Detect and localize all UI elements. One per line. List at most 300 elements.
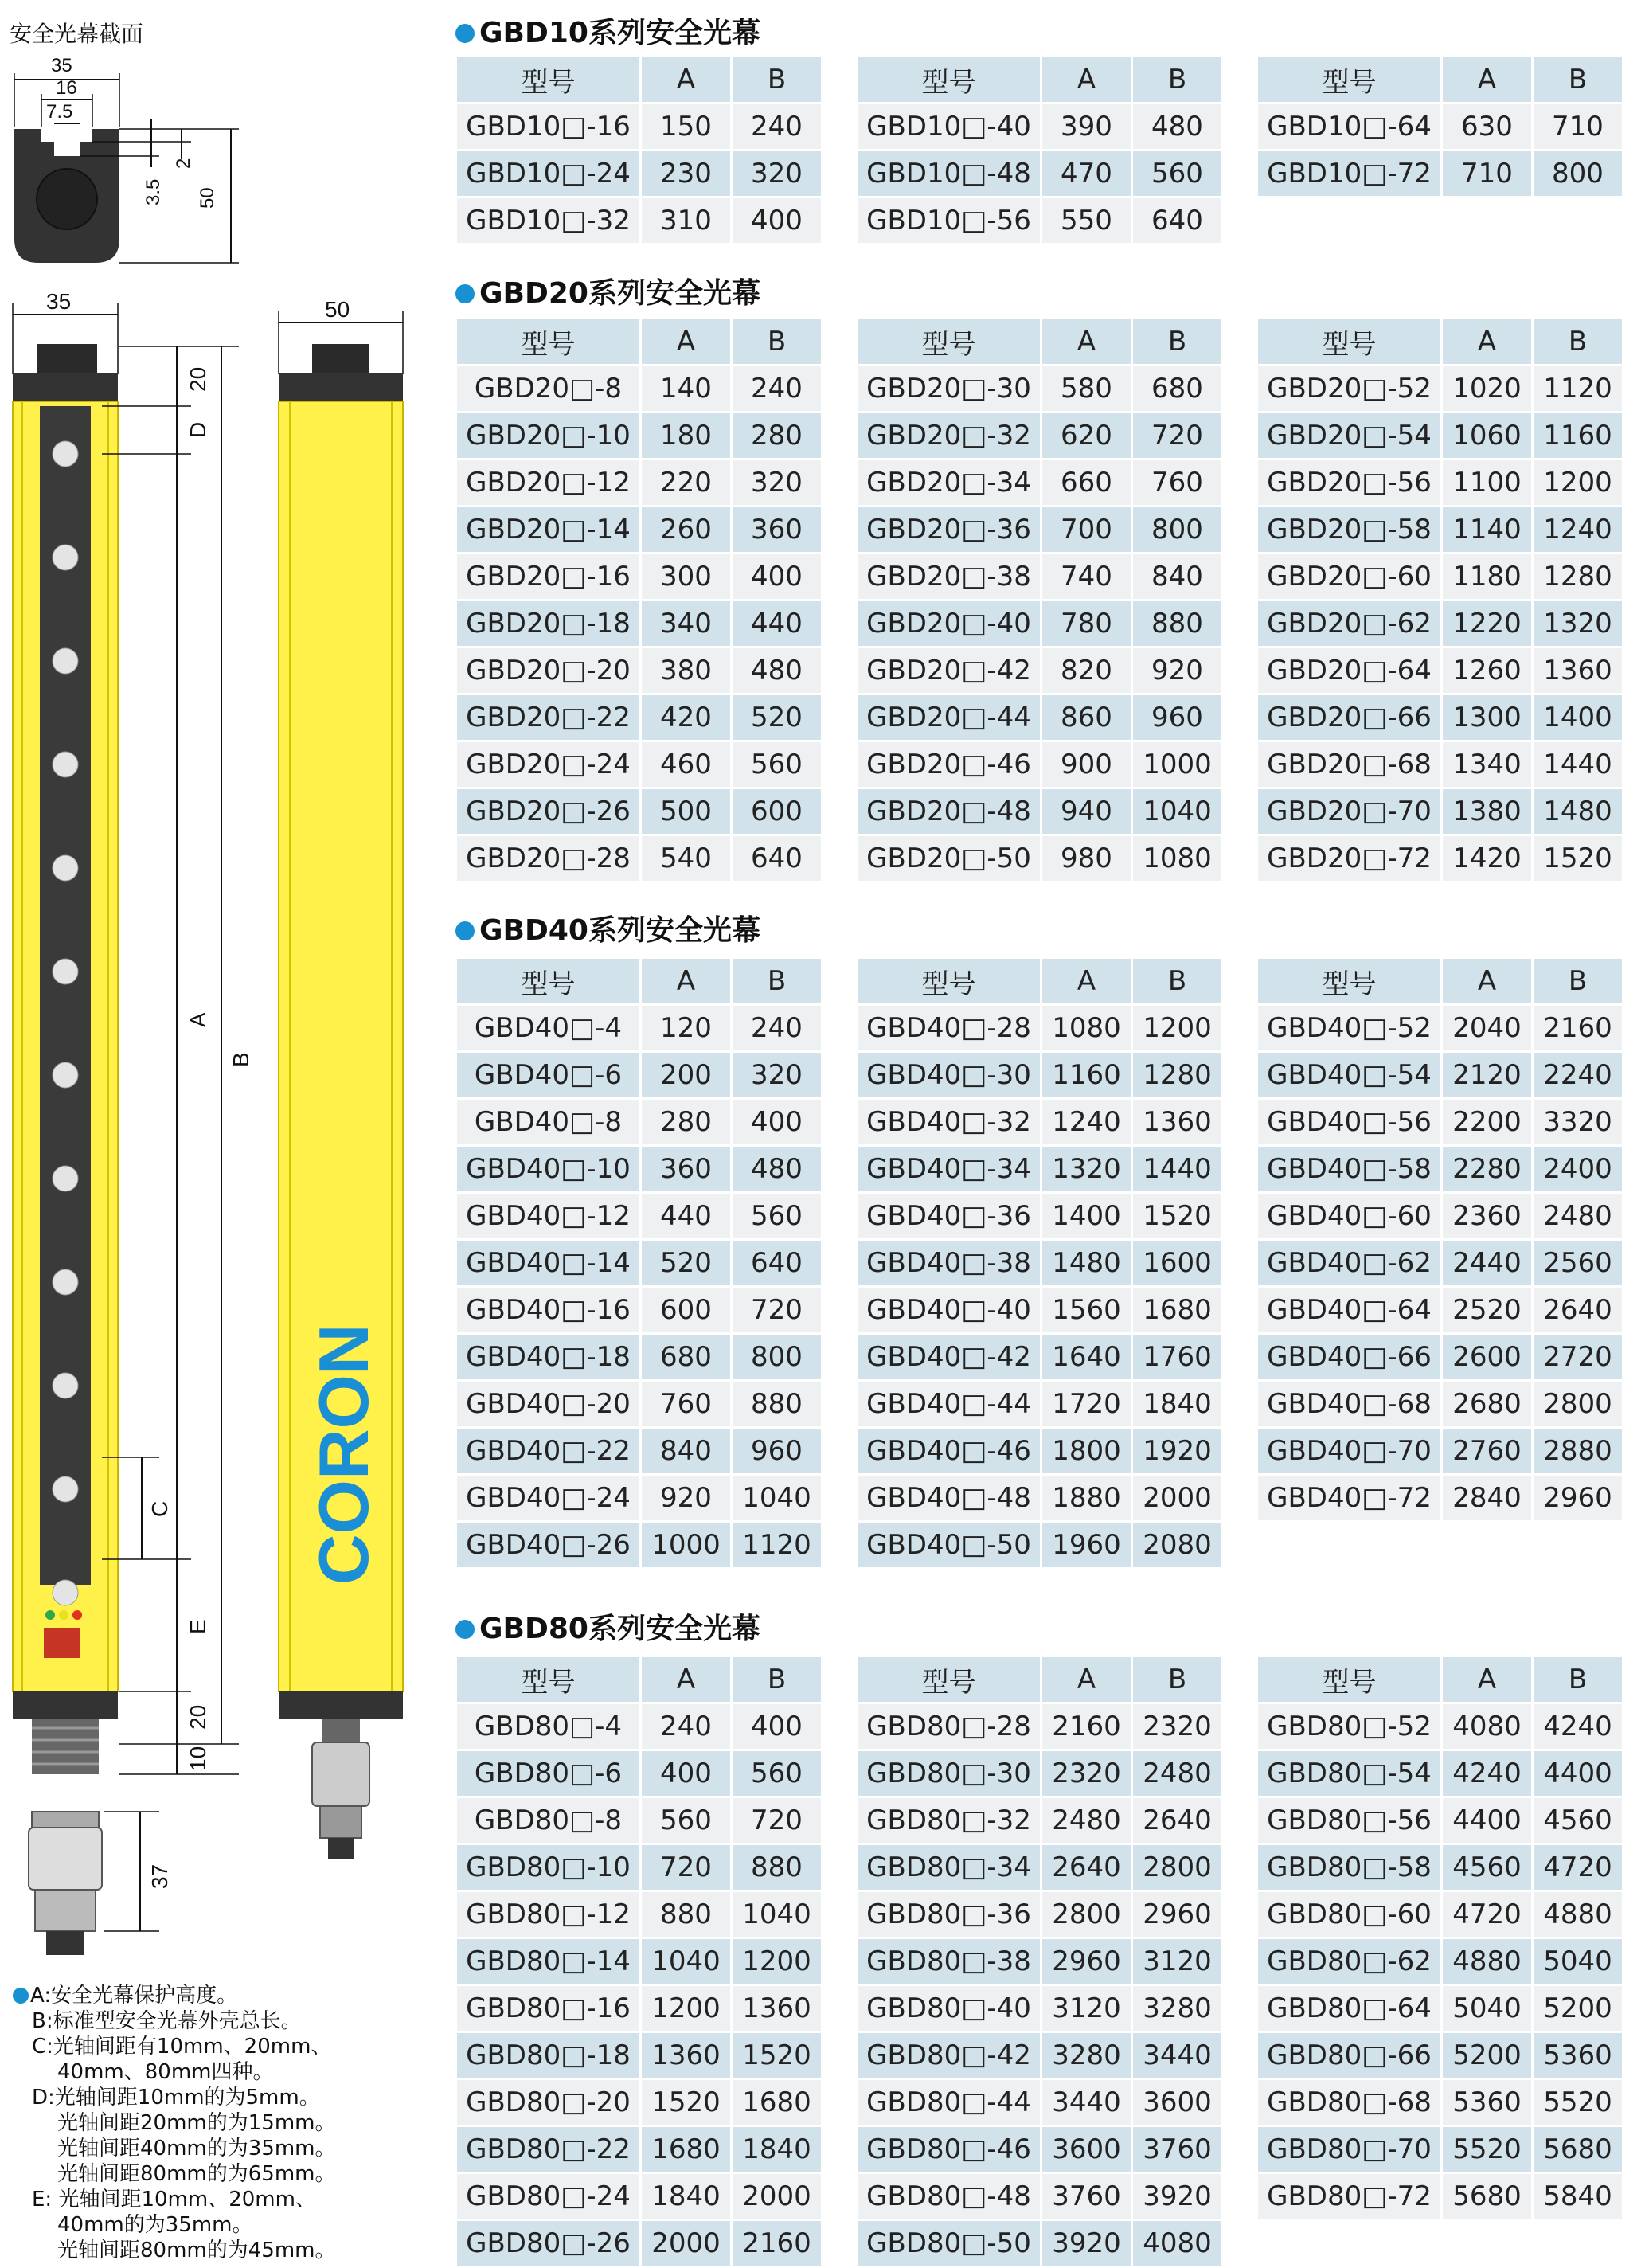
table-row — [457, 1194, 821, 1238]
value-b-cell: 840 — [1133, 554, 1221, 599]
model-cell: GBD10□-32 — [457, 198, 639, 243]
value-a-cell: 2680 — [1443, 1382, 1531, 1426]
model-cell: GBD80□-54 — [1258, 1751, 1440, 1796]
table-row — [858, 789, 1221, 834]
model-cell: GBD20□-68 — [1258, 742, 1440, 787]
value-b-cell: 5680 — [1534, 2127, 1622, 2172]
value-a-cell: 520 — [642, 1241, 730, 1285]
value-a-cell: 3280 — [1042, 2033, 1131, 2078]
value-b-cell: 1360 — [1133, 1100, 1221, 1144]
header-model: 型号 — [858, 1657, 1040, 1702]
header-model: 型号 — [1258, 319, 1440, 364]
beam-emitter-dot — [53, 1476, 78, 1502]
table-row — [457, 1288, 821, 1332]
spec-table — [1256, 317, 1624, 883]
value-a-cell: 900 — [1042, 742, 1131, 787]
header-model: 型号 — [457, 959, 639, 1003]
value-b-cell: 1840 — [733, 2127, 821, 2172]
header-model: 型号 — [858, 57, 1040, 102]
value-a-cell: 4880 — [1443, 1939, 1531, 1984]
value-a-cell: 1300 — [1443, 695, 1531, 740]
value-b-cell: 1040 — [733, 1476, 821, 1520]
value-b-cell: 320 — [733, 460, 821, 505]
table-row — [1258, 2080, 1622, 2125]
table-row — [457, 742, 821, 787]
value-b-cell: 2640 — [1534, 1288, 1622, 1332]
dim-label-b: B — [229, 1052, 253, 1067]
model-cell: GBD40□-22 — [457, 1429, 639, 1473]
model-cell: GBD80□-26 — [457, 2221, 639, 2266]
model-cell: GBD80□-68 — [1258, 2080, 1440, 2125]
value-b-cell: 1520 — [733, 2033, 821, 2078]
table-header-row — [1258, 319, 1622, 364]
value-a-cell: 660 — [1042, 460, 1131, 505]
model-cell: GBD10□-40 — [858, 104, 1040, 149]
value-b-cell: 240 — [733, 366, 821, 411]
value-a-cell: 2600 — [1443, 1335, 1531, 1379]
dim-label-c: C — [147, 1500, 172, 1517]
table-row — [1258, 1892, 1622, 1937]
value-a-cell: 1880 — [1042, 1476, 1131, 1520]
value-a-cell: 310 — [642, 198, 730, 243]
value-a-cell: 260 — [642, 507, 730, 552]
table-row — [1258, 1798, 1622, 1843]
bullet-icon — [455, 284, 475, 303]
table-row — [858, 1892, 1221, 1937]
model-cell: GBD40□-26 — [457, 1523, 639, 1567]
bullet-icon — [455, 921, 475, 940]
value-a-cell: 1680 — [642, 2127, 730, 2172]
value-a-cell: 2040 — [1443, 1006, 1531, 1050]
header-b: B — [733, 319, 821, 364]
value-a-cell: 1100 — [1443, 460, 1531, 505]
model-cell: GBD40□-34 — [858, 1147, 1040, 1191]
model-cell: GBD80□-66 — [1258, 2033, 1440, 2078]
value-a-cell: 1360 — [642, 2033, 730, 2078]
beam-emitter-dot — [53, 959, 78, 984]
value-b-cell: 720 — [733, 1288, 821, 1332]
value-b-cell: 320 — [733, 151, 821, 196]
model-cell: GBD80□-60 — [1258, 1892, 1440, 1937]
model-cell: GBD20□-72 — [1258, 836, 1440, 881]
table-row — [858, 742, 1221, 787]
value-b-cell: 560 — [733, 742, 821, 787]
table-row — [858, 366, 1221, 411]
table-row — [858, 648, 1221, 693]
note-e-cont: 40mm的为35mm。 — [57, 2213, 253, 2237]
value-b-cell: 5360 — [1534, 2033, 1622, 2078]
model-cell: GBD20□-42 — [858, 648, 1040, 693]
value-b-cell: 1000 — [1133, 742, 1221, 787]
value-b-cell: 560 — [733, 1194, 821, 1238]
value-b-cell: 440 — [733, 601, 821, 646]
model-cell: GBD20□-32 — [858, 413, 1040, 458]
value-a-cell: 420 — [642, 695, 730, 740]
value-a-cell: 5040 — [1443, 1986, 1531, 2031]
beam-emitter-dot — [53, 1166, 78, 1191]
header-a: A — [1443, 319, 1531, 364]
value-b-cell: 920 — [1133, 648, 1221, 693]
model-cell: GBD80□-12 — [457, 1892, 639, 1937]
beam-emitter-dot — [53, 1062, 78, 1088]
table-row — [457, 554, 821, 599]
model-cell: GBD20□-38 — [858, 554, 1040, 599]
header-a: A — [1042, 57, 1131, 102]
model-cell: GBD20□-50 — [858, 836, 1040, 881]
table-row — [1258, 1845, 1622, 1890]
value-b-cell: 1280 — [1534, 554, 1622, 599]
value-a-cell: 1400 — [1042, 1194, 1131, 1238]
value-b-cell: 4240 — [1534, 1704, 1622, 1749]
table-row — [1258, 742, 1622, 787]
value-a-cell: 1260 — [1443, 648, 1531, 693]
table-row — [457, 413, 821, 458]
value-a-cell: 2520 — [1443, 1288, 1531, 1332]
side-width-label: 50 — [325, 297, 350, 322]
model-cell: GBD20□-8 — [457, 366, 639, 411]
value-a-cell: 1200 — [642, 1986, 730, 2031]
value-b-cell: 2960 — [1133, 1892, 1221, 1937]
model-cell: GBD20□-28 — [457, 836, 639, 881]
beam-emitter-dot — [53, 648, 78, 674]
dim-label-top-cap: 20 — [186, 366, 210, 392]
value-a-cell: 230 — [642, 151, 730, 196]
model-cell: GBD80□-56 — [1258, 1798, 1440, 1843]
value-a-cell: 3760 — [1042, 2174, 1131, 2219]
cs-dim-width: 35 — [51, 55, 72, 76]
value-b-cell: 2160 — [1534, 1006, 1622, 1050]
header-b: B — [1534, 959, 1622, 1003]
table-row — [858, 460, 1221, 505]
model-cell: GBD80□-48 — [858, 2174, 1040, 2219]
value-b-cell: 400 — [733, 198, 821, 243]
value-a-cell: 780 — [1042, 601, 1131, 646]
model-cell: GBD80□-64 — [1258, 1986, 1440, 2031]
value-a-cell: 920 — [642, 1476, 730, 1520]
model-cell: GBD40□-20 — [457, 1382, 639, 1426]
model-cell: GBD20□-48 — [858, 789, 1040, 834]
value-a-cell: 2800 — [1042, 1892, 1131, 1937]
value-b-cell: 2720 — [1534, 1335, 1622, 1379]
header-model: 型号 — [1258, 959, 1440, 1003]
table-row — [457, 1147, 821, 1191]
dim-label-e: E — [186, 1619, 210, 1634]
header-a: A — [642, 57, 730, 102]
table-row — [457, 1241, 821, 1285]
value-b-cell: 560 — [733, 1751, 821, 1796]
value-a-cell: 620 — [1042, 413, 1131, 458]
value-a-cell: 340 — [642, 601, 730, 646]
front-view-dimensions — [102, 346, 239, 1774]
value-a-cell: 1180 — [1443, 554, 1531, 599]
model-cell: GBD40□-72 — [1258, 1476, 1440, 1520]
connector-length-label: 37 — [147, 1863, 172, 1889]
note-b: B:标准型安全光幕外壳总长。 — [32, 2009, 302, 2033]
header-a: A — [1042, 959, 1131, 1003]
value-b-cell: 1840 — [1133, 1382, 1221, 1426]
table-row — [1258, 507, 1622, 552]
model-cell: GBD40□-12 — [457, 1194, 639, 1238]
value-b-cell: 2320 — [1133, 1704, 1221, 1749]
value-a-cell: 860 — [1042, 695, 1131, 740]
value-a-cell: 2440 — [1443, 1241, 1531, 1285]
header-a: A — [642, 1657, 730, 1702]
value-a-cell: 720 — [642, 1845, 730, 1890]
table-row — [858, 1939, 1221, 1984]
note-c: C:光轴间距有10mm、20mm、 — [32, 2035, 332, 2059]
spec-table — [455, 317, 823, 883]
value-a-cell: 5680 — [1443, 2174, 1531, 2219]
table-row — [858, 1100, 1221, 1144]
table-row — [858, 1704, 1221, 1749]
section-title-gbd20: GBD20系列安全光幕 — [455, 275, 760, 313]
value-b-cell: 1200 — [1133, 1006, 1221, 1050]
table-row — [1258, 1053, 1622, 1097]
header-a: A — [1443, 1657, 1531, 1702]
table-row — [858, 2174, 1221, 2219]
value-a-cell: 240 — [642, 1704, 730, 1749]
value-b-cell: 1440 — [1534, 742, 1622, 787]
value-a-cell: 300 — [642, 554, 730, 599]
model-cell: GBD40□-54 — [1258, 1053, 1440, 1097]
value-b-cell: 2480 — [1534, 1194, 1622, 1238]
model-cell: GBD80□-20 — [457, 2080, 639, 2125]
value-a-cell: 4560 — [1443, 1845, 1531, 1890]
value-b-cell: 4720 — [1534, 1845, 1622, 1890]
header-a: A — [642, 959, 730, 1003]
table-row — [858, 1476, 1221, 1520]
value-a-cell: 1560 — [1042, 1288, 1131, 1332]
model-cell: GBD20□-12 — [457, 460, 639, 505]
table-row — [457, 1798, 821, 1843]
table-row — [457, 1845, 821, 1890]
model-cell: GBD20□-64 — [1258, 648, 1440, 693]
value-a-cell: 120 — [642, 1006, 730, 1050]
model-cell: GBD40□-28 — [858, 1006, 1040, 1050]
value-b-cell: 680 — [1133, 366, 1221, 411]
value-b-cell: 1520 — [1534, 836, 1622, 881]
model-cell: GBD20□-52 — [1258, 366, 1440, 411]
header-model: 型号 — [457, 1657, 639, 1702]
model-cell: GBD20□-34 — [858, 460, 1040, 505]
value-b-cell: 1320 — [1534, 601, 1622, 646]
beam-emitter-dot — [53, 1269, 78, 1295]
value-a-cell: 740 — [1042, 554, 1131, 599]
model-cell: GBD40□-8 — [457, 1100, 639, 1144]
table-row — [457, 2221, 821, 2266]
model-cell: GBD40□-58 — [1258, 1147, 1440, 1191]
table-row — [457, 1100, 821, 1144]
model-cell: GBD20□-24 — [457, 742, 639, 787]
value-a-cell: 3920 — [1042, 2221, 1131, 2266]
table-row — [1258, 1241, 1622, 1285]
value-a-cell: 1960 — [1042, 1523, 1131, 1567]
value-a-cell: 580 — [1042, 366, 1131, 411]
table-row — [858, 104, 1221, 149]
note-d-80: 光轴间距80mm的为65mm。 — [57, 2162, 336, 2186]
bullet-icon — [455, 24, 475, 43]
table-row — [457, 1335, 821, 1379]
value-a-cell: 1160 — [1042, 1053, 1131, 1097]
value-b-cell: 400 — [733, 1100, 821, 1144]
model-cell: GBD80□-28 — [858, 1704, 1040, 1749]
value-a-cell: 2840 — [1443, 1476, 1531, 1520]
value-a-cell: 500 — [642, 789, 730, 834]
table-header-row — [457, 57, 821, 102]
table-row — [1258, 151, 1622, 196]
model-cell: GBD80□-18 — [457, 2033, 639, 2078]
value-b-cell: 400 — [733, 1704, 821, 1749]
header-model: 型号 — [1258, 57, 1440, 102]
model-cell: GBD40□-30 — [858, 1053, 1040, 1097]
model-cell: GBD20□-16 — [457, 554, 639, 599]
value-a-cell: 2120 — [1443, 1053, 1531, 1097]
model-cell: GBD80□-30 — [858, 1751, 1040, 1796]
value-a-cell: 1080 — [1042, 1006, 1131, 1050]
value-a-cell: 560 — [642, 1798, 730, 1843]
model-cell: GBD80□-46 — [858, 2127, 1040, 2172]
value-b-cell: 3920 — [1133, 2174, 1221, 2219]
model-cell: GBD80□-4 — [457, 1704, 639, 1749]
table-row — [457, 198, 821, 243]
value-b-cell: 1600 — [1133, 1241, 1221, 1285]
value-a-cell: 1340 — [1443, 742, 1531, 787]
value-b-cell: 880 — [1133, 601, 1221, 646]
table-row — [858, 198, 1221, 243]
model-cell: GBD10□-24 — [457, 151, 639, 196]
table-row — [1258, 1288, 1622, 1332]
model-cell: GBD80□-44 — [858, 2080, 1040, 2125]
value-b-cell: 1360 — [733, 1986, 821, 2031]
value-a-cell: 2760 — [1443, 1429, 1531, 1473]
dim-label-a: A — [186, 1012, 210, 1027]
table-row — [1258, 1939, 1622, 1984]
value-a-cell: 5200 — [1443, 2033, 1531, 2078]
model-cell: GBD40□-10 — [457, 1147, 639, 1191]
table-row — [457, 1892, 821, 1937]
table-row — [1258, 1704, 1622, 1749]
header-model: 型号 — [457, 319, 639, 364]
value-b-cell: 1680 — [1133, 1288, 1221, 1332]
value-a-cell: 1000 — [642, 1523, 730, 1567]
table-row — [1258, 366, 1622, 411]
cross-section-title: 安全光幕截面 — [10, 22, 144, 46]
value-a-cell: 4720 — [1443, 1892, 1531, 1937]
note-d-20: 光轴间距20mm的为15mm。 — [57, 2111, 336, 2135]
table-row — [457, 1053, 821, 1097]
section-title-gbd10: GBD10系列安全光幕 — [455, 14, 760, 53]
model-cell: GBD80□-16 — [457, 1986, 639, 2031]
table-row — [858, 1751, 1221, 1796]
table-row — [858, 1288, 1221, 1332]
value-a-cell: 1800 — [1042, 1429, 1131, 1473]
model-cell: GBD20□-58 — [1258, 507, 1440, 552]
value-b-cell: 240 — [733, 104, 821, 149]
table-row — [858, 507, 1221, 552]
value-a-cell: 1720 — [1042, 1382, 1131, 1426]
model-cell: GBD10□-64 — [1258, 104, 1440, 149]
table-row — [858, 2127, 1221, 2172]
value-b-cell: 2160 — [733, 2221, 821, 2266]
header-a: A — [1042, 319, 1131, 364]
table-row — [1258, 413, 1622, 458]
model-cell: GBD80□-8 — [457, 1798, 639, 1843]
table-row — [858, 413, 1221, 458]
value-a-cell: 760 — [642, 1382, 730, 1426]
value-b-cell: 5200 — [1534, 1986, 1622, 2031]
value-a-cell: 3120 — [1042, 1986, 1131, 2031]
model-cell: GBD20□-56 — [1258, 460, 1440, 505]
model-cell: GBD40□-64 — [1258, 1288, 1440, 1332]
model-cell: GBD20□-30 — [858, 366, 1040, 411]
value-b-cell: 960 — [733, 1429, 821, 1473]
value-a-cell: 630 — [1443, 104, 1531, 149]
spec-table — [455, 55, 823, 245]
value-b-cell: 560 — [1133, 151, 1221, 196]
cs-dim-notch: 7.5 — [46, 101, 73, 123]
table-header-row — [858, 319, 1221, 364]
model-cell: GBD40□-68 — [1258, 1382, 1440, 1426]
note-e-80: 光轴间距80mm的为45mm。 — [57, 2239, 336, 2262]
value-a-cell: 820 — [1042, 648, 1131, 693]
model-cell: GBD20□-66 — [1258, 695, 1440, 740]
note-a: A:安全光幕保护高度。 — [13, 1983, 335, 2008]
value-a-cell: 1420 — [1443, 836, 1531, 881]
dim-label-thread: 10 — [186, 1746, 210, 1771]
table-row — [1258, 648, 1622, 693]
value-b-cell: 1400 — [1534, 695, 1622, 740]
value-a-cell: 5360 — [1443, 2080, 1531, 2125]
table-header-row — [457, 319, 821, 364]
table-row — [457, 836, 821, 881]
table-row — [1258, 1429, 1622, 1473]
value-b-cell: 1680 — [733, 2080, 821, 2125]
model-cell: GBD20□-46 — [858, 742, 1040, 787]
spec-table — [855, 1655, 1224, 2268]
value-b-cell: 1080 — [1133, 836, 1221, 881]
model-cell: GBD40□-48 — [858, 1476, 1040, 1520]
cs-dim-slot: 16 — [56, 77, 77, 99]
cs-dim-height: 50 — [197, 187, 218, 209]
header-a: A — [1042, 1657, 1131, 1702]
value-a-cell: 280 — [642, 1100, 730, 1144]
cs-dim-step: 2 — [173, 158, 194, 169]
note-d-40: 光轴间距40mm的为35mm。 — [57, 2137, 336, 2160]
table-row — [1258, 2174, 1622, 2219]
table-row — [1258, 1335, 1622, 1379]
table-row — [858, 695, 1221, 740]
table-row — [1258, 1100, 1622, 1144]
value-b-cell: 2880 — [1534, 1429, 1622, 1473]
model-cell: GBD20□-62 — [1258, 601, 1440, 646]
model-cell: GBD10□-72 — [1258, 151, 1440, 196]
model-cell: GBD40□-42 — [858, 1335, 1040, 1379]
value-b-cell: 1120 — [1534, 366, 1622, 411]
value-b-cell: 360 — [733, 507, 821, 552]
model-cell: GBD40□-60 — [1258, 1194, 1440, 1238]
value-a-cell: 2480 — [1042, 1798, 1131, 1843]
value-b-cell: 710 — [1534, 104, 1622, 149]
table-row — [858, 836, 1221, 881]
model-cell: GBD80□-10 — [457, 1845, 639, 1890]
value-b-cell: 400 — [733, 554, 821, 599]
model-cell: GBD80□-24 — [457, 2174, 639, 2219]
value-b-cell: 1200 — [733, 1939, 821, 1984]
table-row — [457, 1986, 821, 2031]
value-b-cell: 5040 — [1534, 1939, 1622, 1984]
header-b: B — [1133, 319, 1221, 364]
dim-label-bottom-cap: 20 — [186, 1704, 210, 1730]
